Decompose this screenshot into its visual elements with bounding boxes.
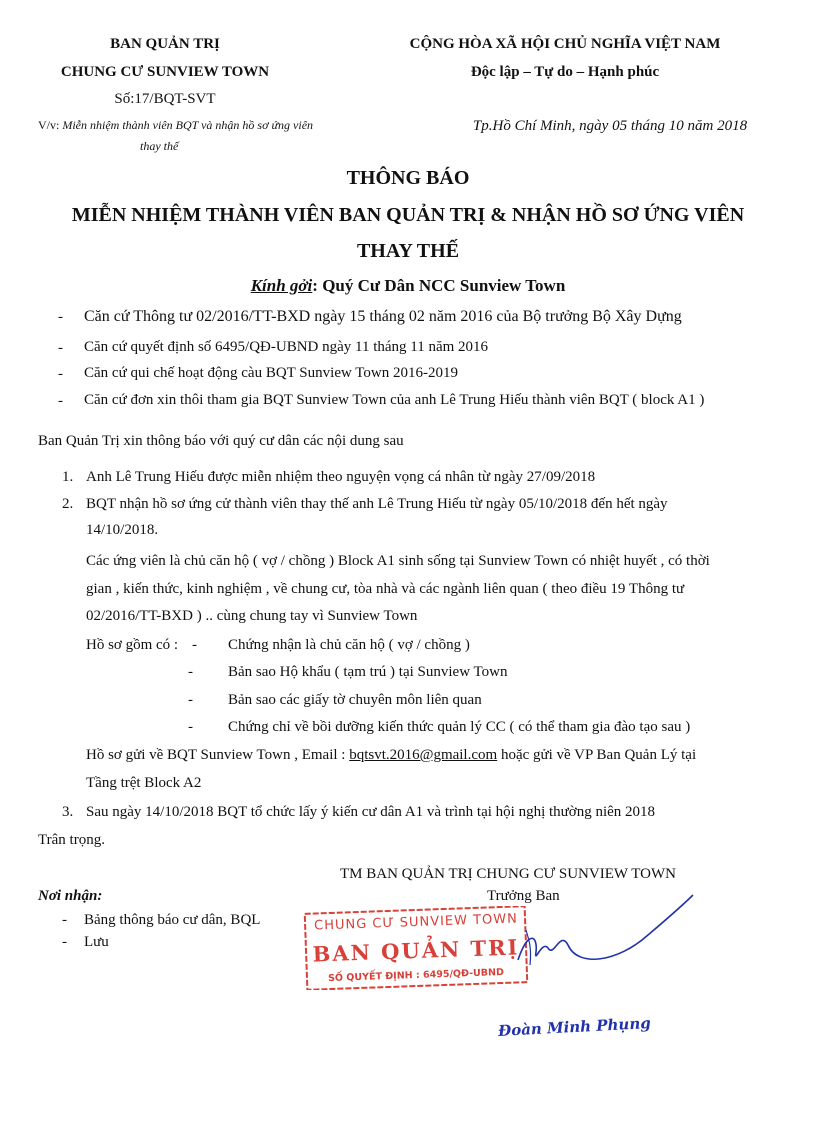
subject-prefix: V/v: (38, 118, 60, 132)
basis-item: Căn cứ đơn xin thôi tham gia BQT Sunview Town của anh Lê Trung Hiếu thành viên BQT ( block A1 ) (84, 392, 705, 408)
send-line (86, 743, 696, 768)
intro-text: Ban Quản Trị xin thông báo với quý cư dân các nội dung sau (38, 433, 404, 449)
item-text: BQT nhận hồ sơ ứng cử thành viên thay thế anh Lê Trung Hiếu từ ngày 05/10/2018 đến hết ngày (86, 496, 668, 512)
bullet-dash: - (62, 912, 67, 928)
item-text: Sau ngày 14/10/2018 BQT tổ chức lấy ý kiến cư dân A1 và trình tại hội nghị thường niên 2018 (86, 804, 656, 820)
send-line-2: Tầng trệt Block A2 (86, 775, 202, 791)
doc-item: Chứng nhận là chủ căn hộ ( vợ / chồng ) (228, 637, 470, 653)
paragraph-line: 02/2016/TT-BXD ) .. cùng chung tay vì Sunview Town (86, 608, 418, 624)
bullet-dash: - (58, 366, 63, 382)
stamp-line3: SỐ QUYẾT ĐỊNH : 6495/QĐ-UBND (327, 966, 505, 985)
bullet-dash: - (58, 340, 63, 356)
bullet-dash: - (58, 309, 63, 325)
signer-name: Đoàn Minh Phụng (497, 1014, 652, 1040)
document-number: Số:17/BQT-SVT (114, 91, 216, 107)
bullet-dash: - (188, 692, 193, 708)
subject-line2: thay thế (140, 139, 179, 153)
send-text-2: hoặc gửi về VP Ban Quản Lý tại (500, 747, 697, 763)
recipients-label: Nơi nhận: (38, 888, 103, 904)
email-link[interactable]: bqtsvt.2016@gmail.com (349, 747, 498, 763)
greeting-label: Kính gởi (250, 276, 313, 295)
doc-item: Bản sao các giấy tờ chuyên môn liên quan (228, 692, 482, 708)
doc-item: Chứng chỉ về bồi dưỡng kiến thức quản lý CC ( có thể tham gia đào tạo sau ) (228, 719, 691, 735)
basis-item: Căn cứ qui chế hoạt động càu BQT Sunview Town 2016-2019 (84, 365, 458, 381)
item-number: 1. (62, 469, 74, 485)
item-number: 3. (62, 804, 74, 820)
paragraph-line: Các ứng viên là chủ căn hộ ( vợ / chồng ) Block A1 sinh sống tại Sunview Town có nhiệt huyết , có thời (86, 553, 710, 569)
doc-title: THÔNG BÁO (346, 167, 470, 189)
nation-name: CỘNG HÒA XÃ HỘI CHỦ NGHĨA VIỆT NAM (409, 36, 721, 52)
bullet-dash: - (188, 664, 193, 680)
signer-position: Trưởng Ban (487, 888, 560, 904)
stamp-line1: CHUNG CƯ SUNVIEW TOWN (313, 911, 519, 934)
basis-item: Căn cứ Thông tư 02/2016/TT-BXD ngày 15 tháng 02 năm 2016 của Bộ trưởng Bộ Xây Dựng (84, 308, 682, 325)
doc-title-line2: MIỄN NHIỆM THÀNH VIÊN BAN QUẢN TRỊ & NHẬN HỒ SƠ ỨNG VIÊN (71, 204, 745, 226)
send-text: Hồ sơ gửi về BQT Sunview Town , Email : (86, 747, 346, 763)
stamp-line2: BAN QUẢN TRỊ (312, 934, 520, 967)
item-text: Anh Lê Trung Hiếu được miễn nhiệm theo nguyện vọng cá nhân từ ngày 27/09/2018 (86, 469, 596, 485)
recipient-item: Lưu (84, 934, 109, 950)
item-number: 2. (62, 496, 74, 512)
signature-mark (508, 890, 708, 990)
official-stamp (302, 906, 530, 990)
recipient-item: Bảng thông báo cư dân, BQL (84, 912, 261, 928)
docs-label: Hồ sơ gồm có : (86, 637, 179, 653)
paragraph-line: gian , kiến thức, kinh nghiệm , về chung cư, tòa nhà và các ngành liên quan ( theo điều 19 Thông tư (86, 581, 685, 597)
bullet-dash: - (58, 393, 63, 409)
closing: Trân trọng. (38, 832, 105, 848)
greeting-recipient: : Quý Cư Dân NCC Sunview Town (312, 276, 566, 295)
doc-title-line3: THAY THẾ (356, 240, 460, 262)
bullet-dash: - (188, 719, 193, 735)
subject (38, 118, 338, 133)
greeting (0, 276, 816, 296)
item-text-cont: 14/10/2018. (86, 522, 159, 538)
nation-motto: Độc lập – Tự do – Hạnh phúc (470, 64, 660, 80)
signer-org: TM BAN QUẢN TRỊ CHUNG CƯ SUNVIEW TOWN (340, 866, 676, 882)
org-name-line2: CHUNG CƯ SUNVIEW TOWN (60, 64, 270, 80)
place-date: Tp.Hồ Chí Minh, ngày 05 tháng 10 năm 2018 (472, 118, 748, 134)
subject-line1: Miễn nhiệm thành viên BQT và nhận hồ sơ ứng viên (62, 118, 314, 132)
doc-item: Bản sao Hộ khẩu ( tạm trú ) tại Sunview Town (228, 664, 508, 680)
basis-item: Căn cứ quyết định số 6495/QĐ-UBND ngày 11 tháng 11 năm 2016 (84, 339, 489, 355)
bullet-dash: - (192, 637, 197, 653)
org-name-line1: BAN QUẢN TRỊ (110, 36, 220, 52)
bullet-dash: - (62, 934, 67, 950)
